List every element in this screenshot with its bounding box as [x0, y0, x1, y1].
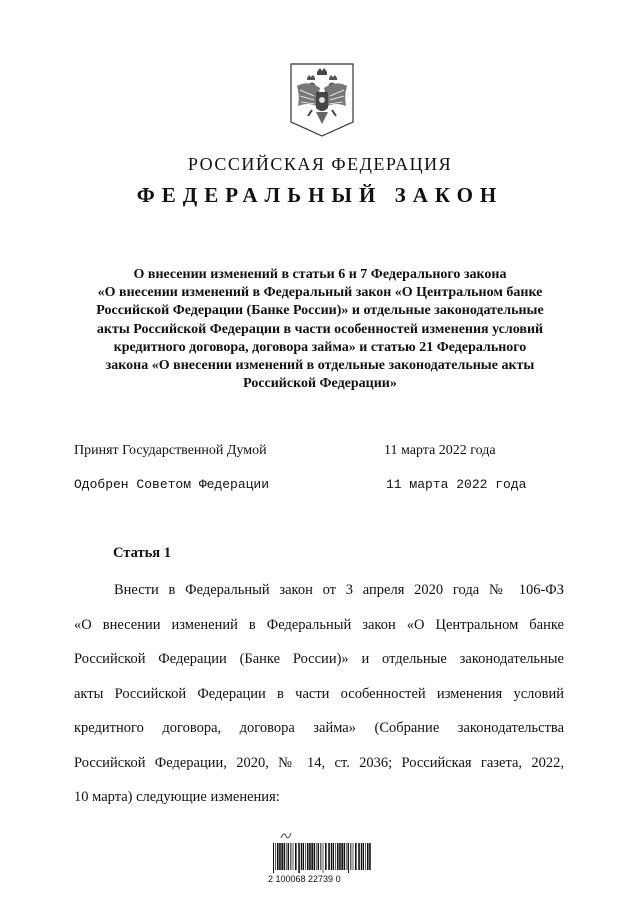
article-heading: Статья 1	[113, 545, 171, 561]
law-title	[70, 266, 570, 393]
signature-mark-icon	[280, 829, 292, 841]
article-line: Российской Федерации (Банке России)» и отдельные законодательные	[74, 651, 564, 667]
article-line: Внести в Федеральный закон от 3 апреля 2020 года № 106-ФЗ	[114, 582, 564, 598]
barcode-digits: 2 100068 22739 0	[268, 874, 341, 884]
title-line: акты Российской Федерации в части особенностей изменения условий	[96, 321, 544, 337]
barcode-icon	[272, 843, 372, 873]
article-line: акты Российской Федерации в части особенностей изменения условий	[74, 685, 564, 702]
title-line: О внесении изменений в статьи 6 и 7 Федерального закона	[133, 267, 507, 282]
title-line: кредитного договора, договора займа» и статью 21 Федерального	[113, 339, 527, 355]
federation-heading: РОССИЙСКАЯ ФЕДЕРАЦИЯ	[187, 154, 453, 174]
title-line: Российской Федерации»	[243, 376, 397, 392]
document-type-heading: ФЕДЕРАЛЬНЫЙ ЗАКОН	[136, 183, 504, 207]
council-approval-label: Одобрен Советом Федерации	[74, 477, 270, 492]
article-body	[74, 573, 564, 815]
article-line: 10 марта) следующие изменения:	[74, 789, 280, 805]
article-line: «О внесении изменений в Федеральный закон «О Центральном банке	[74, 616, 564, 633]
title-line: закона «О внесении изменений в отдельные законодательные акты	[105, 358, 535, 374]
article-line: Российской Федерации, 2020, № 14, ст. 2036; Российская газета, 2022,	[74, 754, 564, 771]
duma-adoption-date: 11 марта 2022 года	[384, 443, 496, 458]
duma-adoption-label: Принят Государственной Думой	[74, 443, 267, 458]
article-line: кредитного договора, договора займа» (Собрание законодательства	[74, 720, 564, 736]
title-line: Российской Федерации (Банке России)» и отдельные законодательные	[96, 303, 544, 319]
council-approval-date: 11 марта 2022 года	[386, 477, 527, 492]
title-line: «О внесении изменений в Федеральный закон «О Центральном банке	[97, 285, 543, 301]
coat-of-arms-icon	[288, 62, 356, 138]
